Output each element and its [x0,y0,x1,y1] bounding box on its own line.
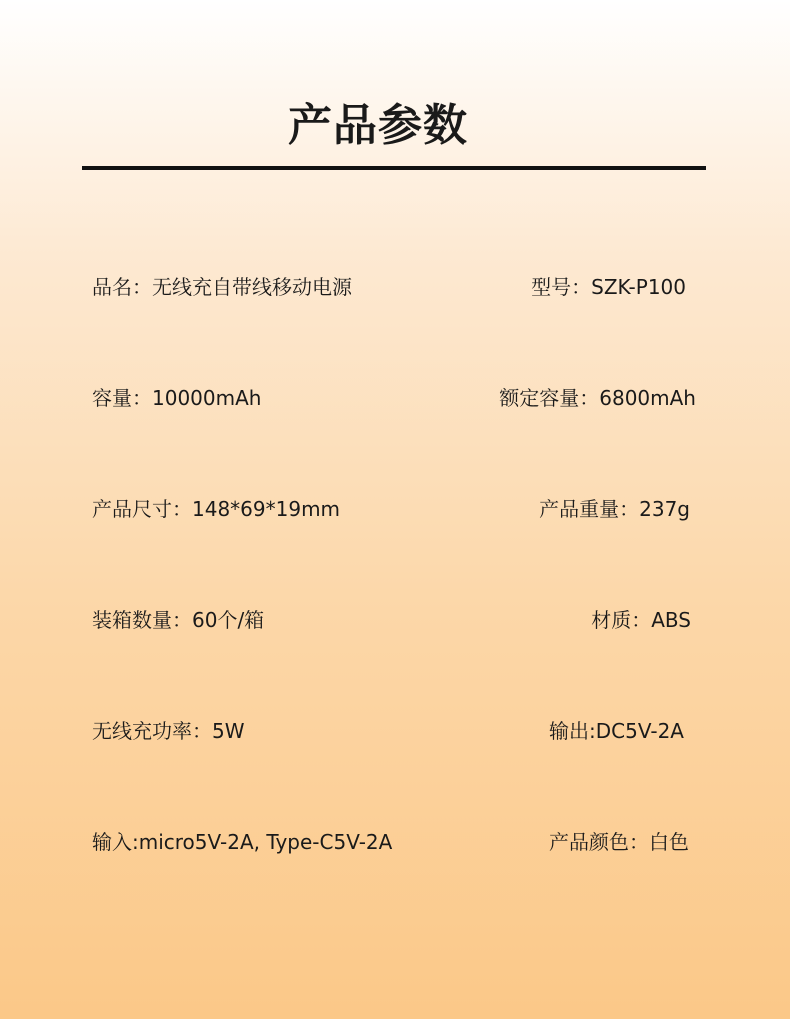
spec-row [92,605,696,635]
spec-row [92,383,696,413]
spec-row [92,716,696,746]
spec-model: 型号：SZK-P100 [531,275,686,299]
title-divider [82,166,706,170]
spec-packing-quantity: 装箱数量：60个/箱 [92,608,265,632]
spec-wireless-power: 无线充功率：5W [92,719,245,743]
spec-rated-capacity: 额定容量：6800mAh [499,386,696,410]
spec-material: 材质：ABS [591,608,691,632]
spec-row [92,272,696,302]
spec-product-name: 品名：无线充自带线移动电源 [92,275,352,299]
spec-color: 产品颜色：白色 [549,830,689,854]
spec-output: 输出:DC5V-2A [549,719,684,743]
spec-input: 输入:micro5V-2A, Type-C5V-2A [92,830,393,854]
spec-row [92,494,696,524]
page-title: 产品参数 [288,100,468,151]
spec-row [92,827,696,857]
spec-weight: 产品重量：237g [539,497,690,521]
spec-capacity: 容量：10000mAh [92,386,262,410]
spec-dimensions: 产品尺寸：148*69*19mm [92,497,341,521]
